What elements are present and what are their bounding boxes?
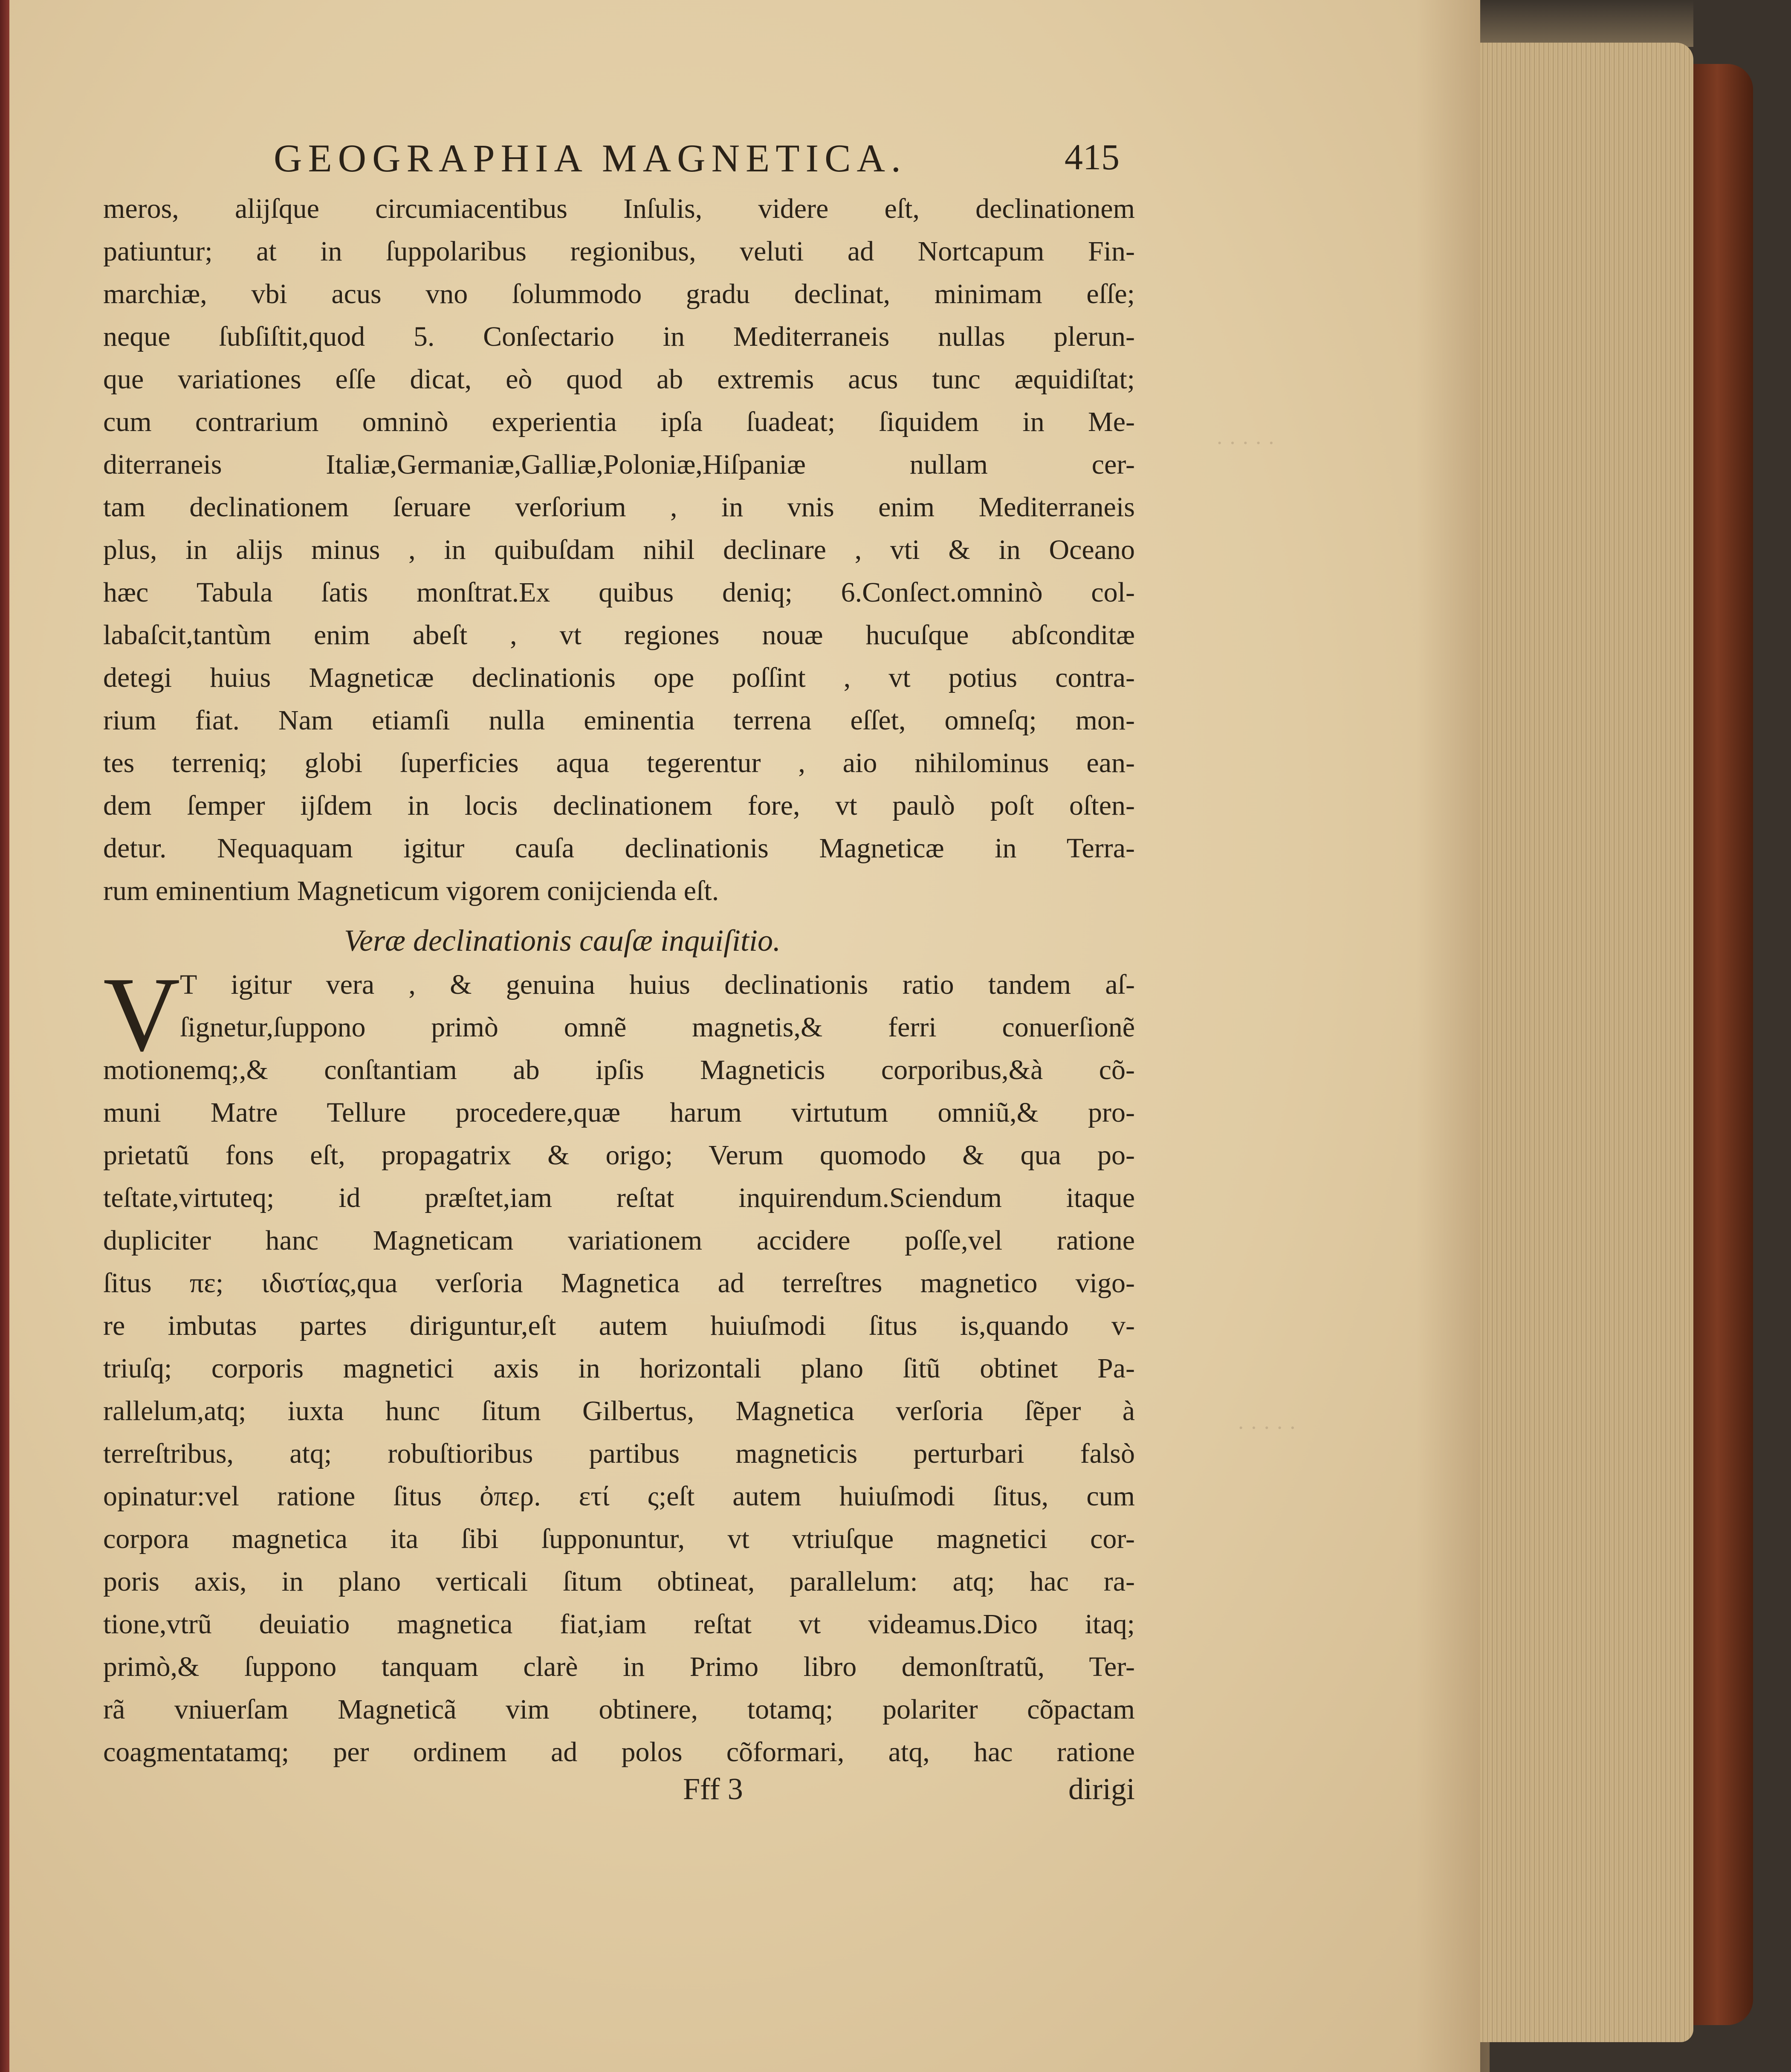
- text-line: T igitur vera , & genuina huius declinationis ratio tandem aſ-: [180, 969, 1135, 1000]
- text-line: detegi huius Magneticæ declinationis ope poſſint , vt potius contra-: [103, 662, 1135, 693]
- text-line: primò,& ſuppono tanquam clarè in Primo libro demonſtratũ, Ter-: [103, 1651, 1135, 1682]
- text-line: rium fiat. Nam etiamſi nulla eminentia terrena eſſet, omneſq; mon-: [103, 705, 1135, 736]
- text-line: plus, in alijs minus , in quibuſdam nihil declinare , vti & in Oceano: [103, 534, 1135, 565]
- signature-mark: Fff 3: [683, 1772, 743, 1806]
- text-line: rallelum,atq; iuxta hunc ſitum Gilbertus, Magnetica verſoria ſẽper à: [103, 1395, 1135, 1427]
- text-line: rum eminentium Magneticum vigorem conijcienda eſt.: [103, 875, 719, 906]
- paragraph-2: [103, 955, 1135, 1774]
- text-line: rã vniuerſam Magneticã vim obtinere, totamq; polariter cõpactam: [103, 1694, 1135, 1725]
- right-cover-edge: [1693, 64, 1753, 2025]
- text-line: diterraneis Italiæ,Germaniæ,Galliæ,Poloniæ,Hiſpaniæ nullam cer-: [103, 449, 1135, 480]
- text-line: motionemq;,& conſtantiam ab ipſis Magneticis corporibus,&à cõ-: [103, 1054, 1135, 1085]
- text-line: poris axis, in plano verticali ſitum obtineat, parallelum: atq; hac ra-: [103, 1566, 1135, 1597]
- text-line: tam declinationem ſeruare verſorium , in vnis enim Mediterraneis: [103, 492, 1135, 523]
- page-edges: [1480, 43, 1693, 2042]
- footer-line: [103, 1771, 1135, 1814]
- text-line: detur. Nequaquam igitur cauſa declinationis Magneticæ in Terra-: [103, 833, 1135, 864]
- text-line: que variationes eſſe dicat, eò quod ab extremis acus tunc æquidiſtat;: [103, 364, 1135, 395]
- text-line: ſignetur,ſuppono primò omnẽ magnetis,& ferri conuerſionẽ: [180, 1012, 1135, 1043]
- bleed-through-note: · · · · ·: [1216, 431, 1275, 455]
- text-line: opinatur:vel ratione ſitus ὀπερ. ετί ς;eſt autem huiuſmodi ſitus, cum: [103, 1481, 1135, 1512]
- running-title: GEOGRAPHIA MAGNETICA.: [274, 136, 907, 180]
- paragraph-1: [103, 188, 1135, 912]
- text-line: terreſtribus, atq; robuſtioribus partibus magneticis perturbari falsò: [103, 1438, 1135, 1469]
- bleed-through-note: · · · · ·: [1237, 1416, 1296, 1440]
- book-page: [9, 0, 1480, 2072]
- text-line: ſitus πε; ιδιστίας,qua verſoria Magnetica ad terreſtres magnetico vigo-: [103, 1268, 1135, 1299]
- text-line: coagmentatamq; per ordinem ad polos cõformari, atq, hac ratione: [103, 1736, 1135, 1768]
- text-line: corpora magnetica ita ſibi ſupponuntur, vt vtriuſque magnetici cor-: [103, 1523, 1135, 1554]
- catchword: dirigi: [1068, 1772, 1135, 1806]
- text-line: triuſq; corporis magnetici axis in horizontali plano ſitũ obtinet Pa-: [103, 1353, 1135, 1384]
- text-line: prietatũ fons eſt, propagatrix & origo; Verum quomodo & qua po-: [103, 1140, 1135, 1171]
- text-line: meros, alijſque circumiacentibus Inſulis, videre eſt, declinationem: [103, 193, 1135, 224]
- text-line: hæc Tabula ſatis monſtrat.Ex quibus deniq; 6.Conſect.omninò col-: [103, 577, 1135, 608]
- page-number: 415: [1065, 136, 1120, 177]
- text-line: tione,vtrũ deuiatio magnetica fiat,iam reſtat vt videamus.Dico itaq;: [103, 1609, 1135, 1640]
- text-line: patiuntur; at in ſuppolaribus regionibus, veluti ad Nortcapum Fin-: [103, 236, 1135, 267]
- left-cover-edge: [0, 0, 9, 2072]
- text-line: teſtate,virtuteq; id præſtet,iam reſtat inquirendum.Sciendum itaque: [103, 1182, 1135, 1213]
- text-line: labaſcit,tantùm enim abeſt , vt regiones nouæ hucuſque abſconditæ: [103, 619, 1135, 651]
- text-line: muni Matre Tellure procedere,quæ harum virtutum omniũ,& pro-: [103, 1097, 1135, 1128]
- text-line: cum contrarium omninò experientia ipſa ſuadeat; ſiquidem in Me-: [103, 406, 1135, 437]
- text-block: [103, 0, 1135, 2072]
- text-line: tes terreniq; globi ſuperficies aqua tegerentur , aio nihilominus ean-: [103, 747, 1135, 778]
- text-line: marchiæ, vbi acus vno ſolummodo gradu declinat, minimam eſſe;: [103, 278, 1135, 310]
- text-line: dem ſemper ijſdem in locis declinationem fore, vt paulò poſt oſten-: [103, 790, 1135, 821]
- book-top-shadow: [1480, 0, 1693, 47]
- section-title: Veræ declinationis cauſæ inquiſitio.: [344, 923, 781, 958]
- text-line: dupliciter hanc Magneticam variationem accidere poſſe,vel ratione: [103, 1225, 1135, 1256]
- drop-cap: V: [103, 955, 180, 1074]
- text-line: re imbutas partes diriguntur,eſt autem huiuſmodi ſitus is,quando v-: [103, 1310, 1135, 1341]
- gutter-shadow: [1416, 0, 1490, 2072]
- text-line: neque ſubſiſtit,quod 5. Conſectario in Mediterraneis nullas plerun-: [103, 321, 1135, 352]
